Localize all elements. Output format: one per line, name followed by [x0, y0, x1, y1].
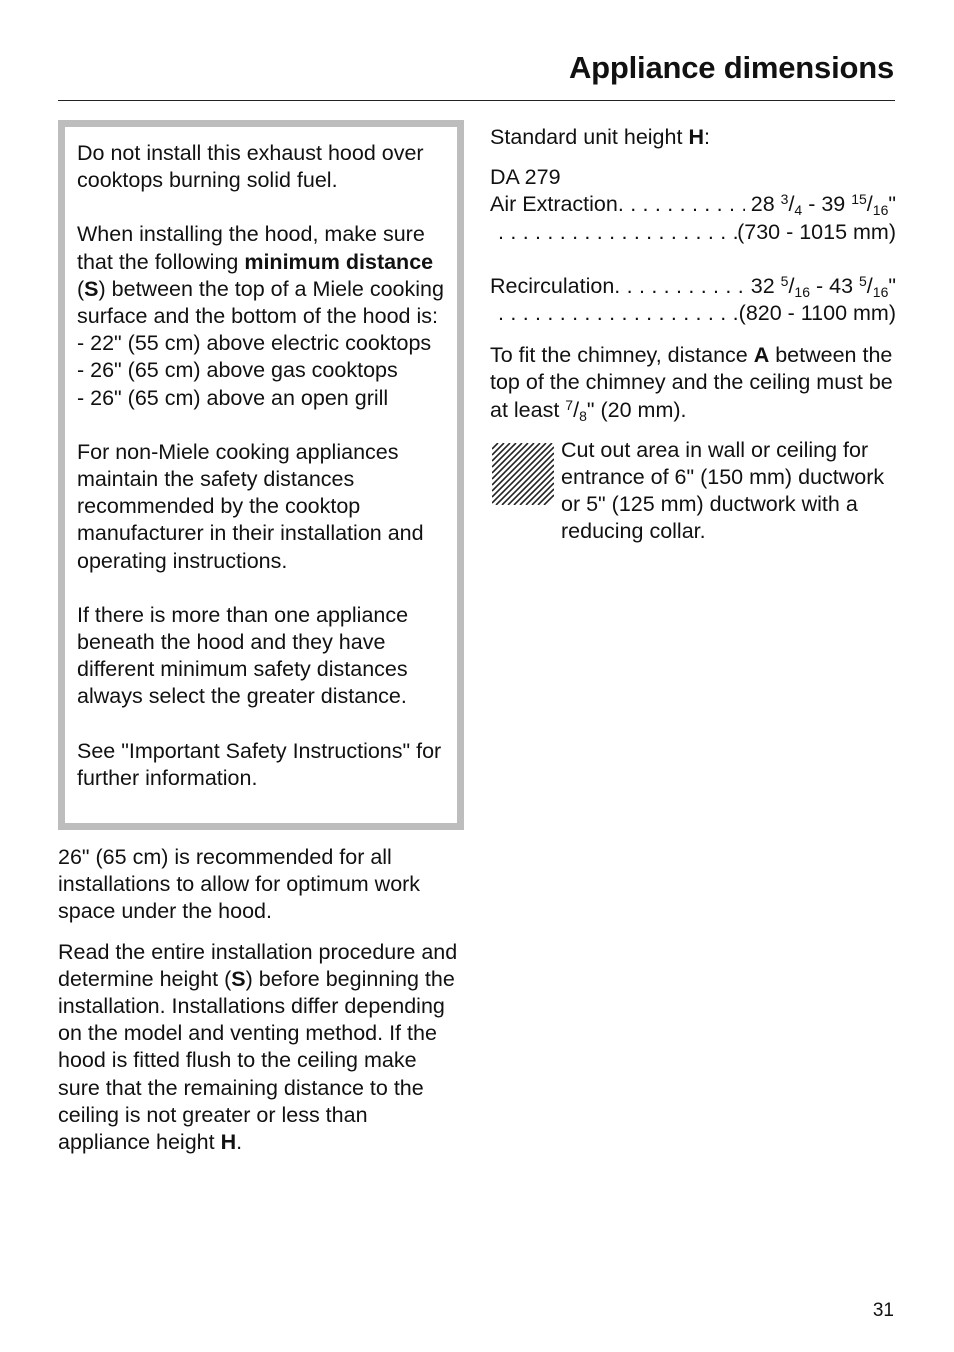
page-title: Appliance dimensions: [568, 50, 894, 85]
warning-multiple-appliances: If there is more than one appliance beneath the hood and they have different minimum safety distances always select the greater distance.: [77, 602, 409, 709]
hatched-area-icon: [492, 443, 554, 505]
dot-leader: [490, 219, 737, 246]
procedure-paragraph: Read the entire installation procedure and determine height (S) before beginning the installation. Installations differ depending on the model and venting method. If the hood is fitted flush to the ceiling make sure that the remaining distance to the ceiling is not greater or less than appliance height H.: [58, 939, 458, 1155]
recirculation-row: [490, 273, 896, 300]
unit-height-label: Standard unit height H:: [490, 125, 710, 149]
recirculation-inches: 32 $^5/_{16} - 43$ $^5/_{16}$": [750, 272, 896, 300]
distance-grill: - 26" (65 cm) above an open grill: [77, 385, 389, 410]
recirculation-mm: (820 - 1100 mm): [738, 301, 896, 326]
recommendation-paragraph: 26" (65 cm) is recommended for all installations to allow for optimum work space under the hood.: [58, 845, 421, 924]
dot-leader: [490, 300, 739, 327]
warning-min-distance: When installing the hood, make sure that the following minimum distance (S) between the top of a Miele cooking surface and the bottom of the hood is: - 22" (55 cm) above electric cooktops - 26" (65 cm) above gas cooktops - 26" (65 cm) above an open grill: [77, 221, 445, 411]
recirculation-label: Recirculation: [490, 273, 615, 298]
warning-box: [58, 120, 464, 830]
chimney-distance-paragraph: To fit the chimney, distance A between the top of the chimney and the ceiling must be at least $^7/_8$" (20 mm).: [490, 343, 893, 424]
air-extraction-mm: (730 - 1015 mm): [737, 219, 896, 244]
air-extraction-row: [490, 191, 896, 218]
title-rule: [58, 100, 895, 101]
distance-gas: - 26" (65 cm) above gas cooktops: [77, 358, 398, 383]
warning-fuel: Do not install this exhaust hood over cooktops burning solid fuel.: [77, 141, 424, 193]
air-extraction-mm-row: [490, 219, 896, 246]
air-extraction-inches: 28 $^3/_4 - 39$ $^{15}/_{16}$": [750, 191, 896, 219]
recirculation-mm-row: [490, 300, 896, 327]
cutout-text: Cut out area in wall or ceiling for entrance of 6" (150 mm) ductwork or 5" (125 mm) ductwork with a reducing collar.: [561, 437, 885, 544]
right-column: [490, 124, 896, 546]
dot-leader: [614, 273, 744, 300]
cutout-note: [490, 437, 896, 546]
dot-leader: [618, 191, 745, 218]
warning-see-safety: See "Important Safety Instructions" for further information.: [77, 738, 442, 790]
warning-non-miele: For non-Miele cooking appliances maintain the safety distances recommended by the cooktop manufacturer in their installation and operating instructions.: [77, 439, 424, 573]
left-column: [58, 844, 458, 1169]
page-number: 31: [872, 1300, 894, 1321]
distance-electric: - 22" (55 cm) above electric cooktops: [77, 331, 432, 356]
model-name: DA 279: [490, 165, 561, 190]
air-extraction-label: Air Extraction: [490, 192, 618, 217]
